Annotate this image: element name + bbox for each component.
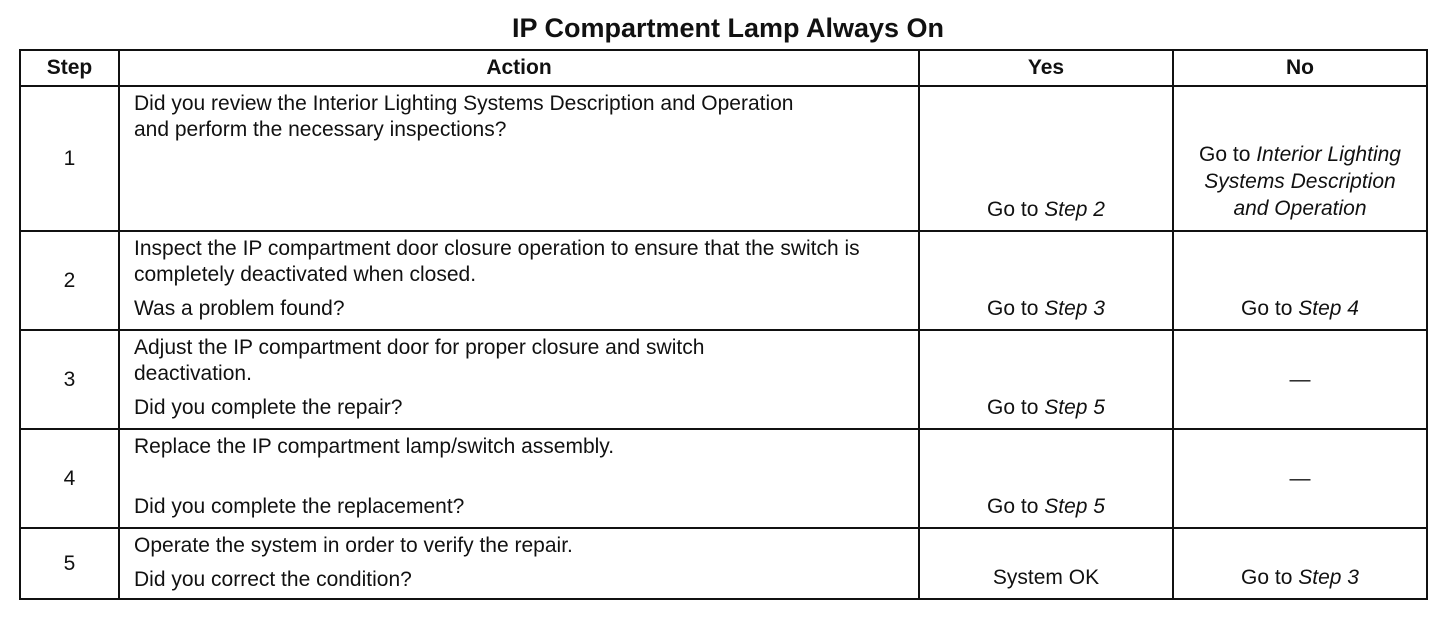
header-no: No bbox=[1173, 50, 1427, 86]
no-cell bbox=[1173, 330, 1427, 429]
diagnostic-table bbox=[19, 49, 1428, 600]
yes-cell bbox=[919, 528, 1173, 599]
no-cell bbox=[1173, 86, 1427, 231]
yes-prefix: Go to bbox=[987, 198, 1045, 221]
action-text: Adjust the IP compartment door for proper closure and switch deactivation. bbox=[134, 336, 705, 385]
step-number: 2 bbox=[20, 231, 119, 330]
yes-cell bbox=[919, 429, 1173, 528]
action-text: Inspect the IP compartment door closure operation to ensure that the switch is completely deactivated when closed. bbox=[134, 237, 860, 286]
header-action: Action bbox=[119, 50, 919, 86]
table-row bbox=[20, 86, 1427, 231]
action-cell bbox=[119, 86, 919, 231]
action-cell bbox=[119, 330, 919, 429]
step-number: 3 bbox=[20, 330, 119, 429]
action-cell bbox=[119, 429, 919, 528]
action-cell bbox=[119, 231, 919, 330]
yes-prefix: Go to bbox=[987, 297, 1045, 320]
step-number: 5 bbox=[20, 528, 119, 599]
header-yes: Yes bbox=[919, 50, 1173, 86]
no-link[interactable]: Interior Lighting Systems Description and Operation bbox=[1204, 143, 1401, 220]
no-prefix: Go to bbox=[1199, 143, 1257, 166]
no-prefix: Go to bbox=[1241, 297, 1299, 320]
action-question: Did you complete the replacement? bbox=[134, 495, 465, 518]
no-cell bbox=[1173, 528, 1427, 599]
action-text: Operate the system in order to verify the repair. bbox=[134, 534, 573, 557]
no-cell bbox=[1173, 231, 1427, 330]
table-row bbox=[20, 528, 1427, 599]
no-prefix: Go to bbox=[1241, 566, 1299, 589]
yes-prefix: Go to bbox=[987, 396, 1045, 419]
step-number: 4 bbox=[20, 429, 119, 528]
no-dash: — bbox=[1289, 466, 1311, 490]
header-step: Step bbox=[20, 50, 119, 86]
action-question: Did you correct the condition? bbox=[134, 568, 412, 591]
action-question: Did you complete the repair? bbox=[134, 396, 403, 419]
no-cell bbox=[1173, 429, 1427, 528]
yes-cell bbox=[919, 330, 1173, 429]
no-link[interactable]: Step 3 bbox=[1298, 566, 1359, 589]
yes-prefix: System OK bbox=[992, 566, 1100, 589]
step-number: 1 bbox=[20, 86, 119, 231]
yes-cell bbox=[919, 231, 1173, 330]
table-row bbox=[20, 429, 1427, 528]
header-row bbox=[20, 50, 1427, 86]
yes-link[interactable]: Step 3 bbox=[1044, 297, 1105, 320]
yes-link[interactable]: Step 2 bbox=[1044, 198, 1105, 221]
action-question: Was a problem found? bbox=[134, 297, 345, 320]
action-text: Replace the IP compartment lamp/switch assembly. bbox=[134, 435, 615, 458]
table-row bbox=[20, 231, 1427, 330]
action-text: Did you review the Interior Lighting Systems Description and Operation and perform the necessary inspections? bbox=[134, 92, 794, 141]
yes-link[interactable]: Step 5 bbox=[1044, 495, 1105, 518]
page-title: IP Compartment Lamp Always On bbox=[511, 13, 945, 43]
action-cell bbox=[119, 528, 919, 599]
yes-link[interactable]: Step 5 bbox=[1044, 396, 1105, 419]
no-link[interactable]: Step 4 bbox=[1298, 297, 1359, 320]
table-row bbox=[20, 330, 1427, 429]
no-dash: — bbox=[1289, 367, 1311, 391]
yes-cell bbox=[919, 86, 1173, 231]
yes-prefix: Go to bbox=[987, 495, 1045, 518]
